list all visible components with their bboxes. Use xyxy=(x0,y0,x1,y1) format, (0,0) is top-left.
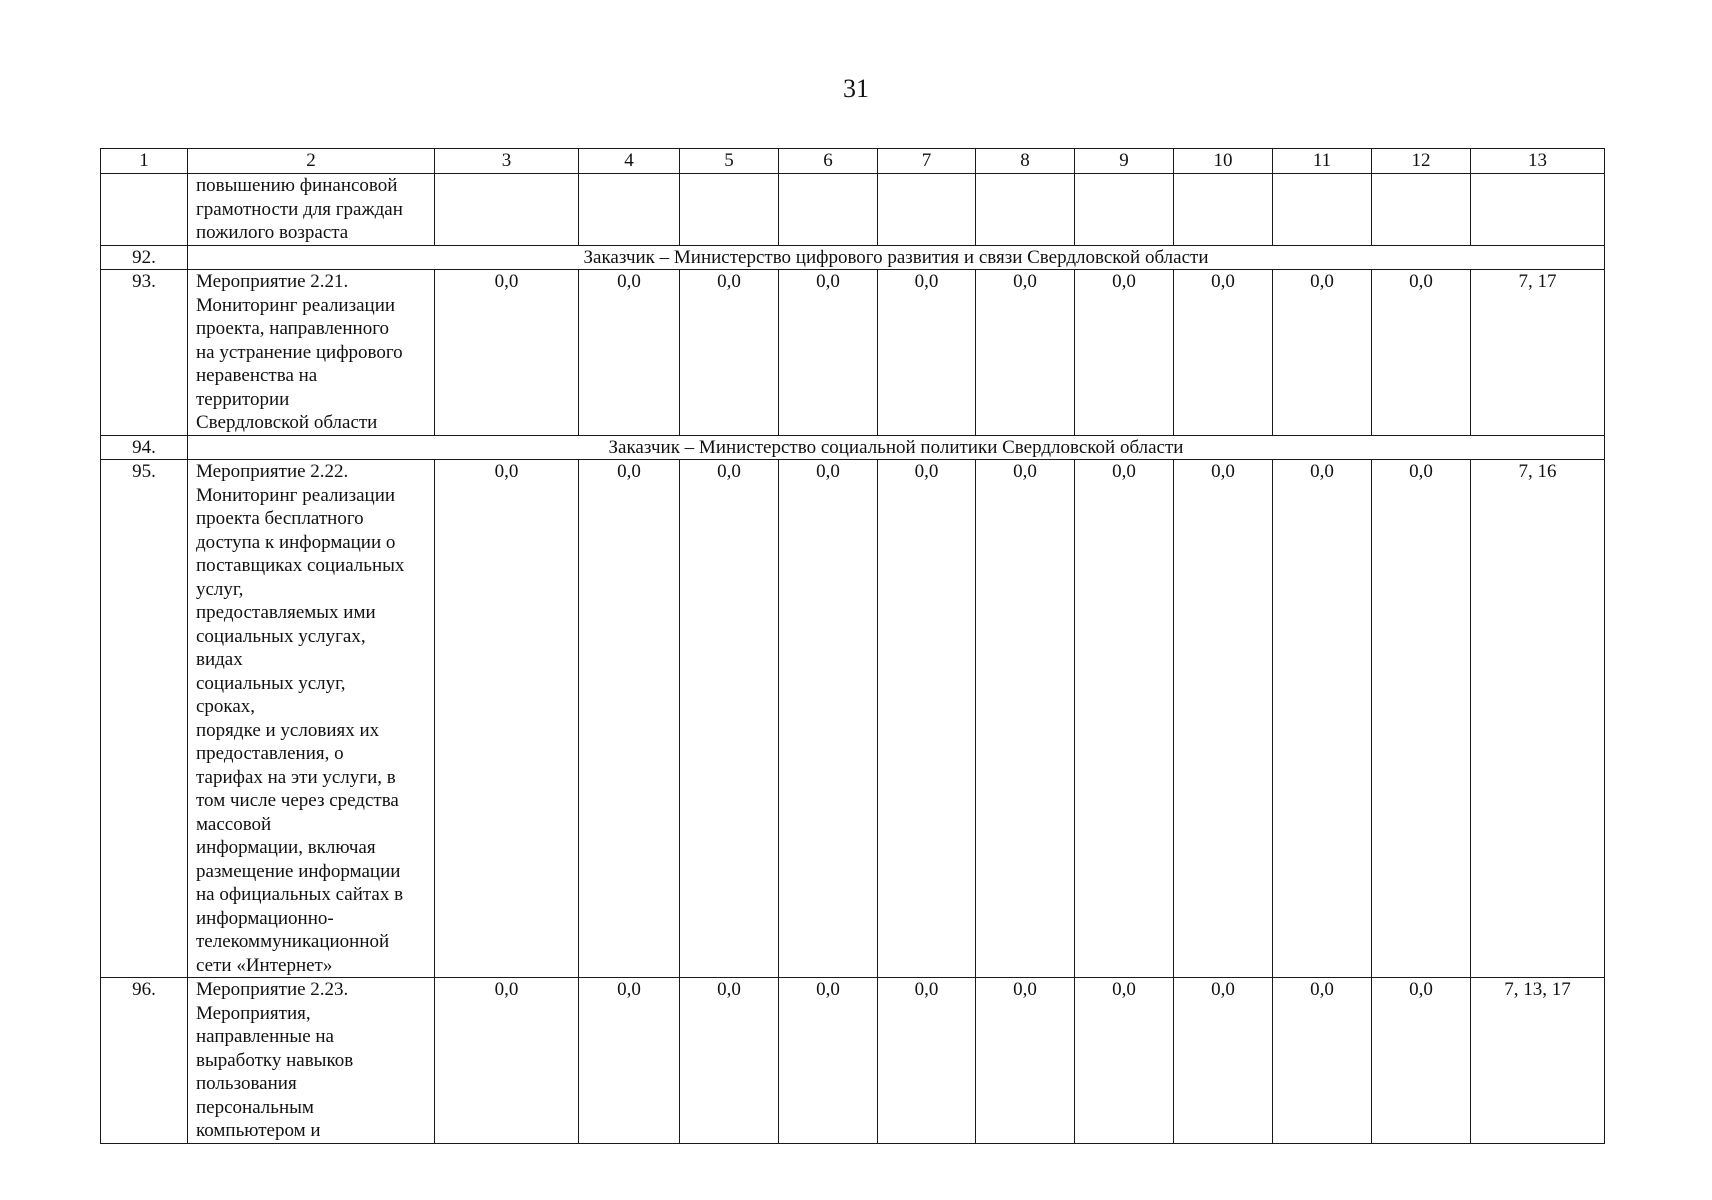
description-line: компьютером и xyxy=(196,1120,321,1141)
value-cell xyxy=(1075,174,1174,246)
description-line: социальных услугах, xyxy=(196,625,366,647)
description-line: Мероприятие 2.22. xyxy=(196,461,349,482)
column-header: 2 xyxy=(188,149,435,174)
description-line: на устранение цифрового xyxy=(196,341,403,363)
table-row-94 xyxy=(101,435,1605,460)
value-cell: 0,0 xyxy=(1075,460,1174,978)
description-line: размещение информации xyxy=(196,860,401,882)
value-cell: 0,0 xyxy=(1075,978,1174,1144)
table-row-93 xyxy=(101,270,1605,436)
value-cell: 0,0 xyxy=(680,460,779,978)
column-header: 4 xyxy=(579,149,680,174)
table-row-96 xyxy=(101,978,1605,1144)
value-cell: 0,0 xyxy=(1273,460,1372,978)
column-header: 5 xyxy=(680,149,779,174)
value-cell: 0,0 xyxy=(579,460,680,978)
description-line: видах xyxy=(196,649,243,670)
value-cell: 0,0 xyxy=(579,978,680,1144)
column-header: 13 xyxy=(1471,149,1605,174)
description-line: Мониторинг реализации xyxy=(196,484,396,506)
value-cell xyxy=(579,174,680,246)
column-header: 1 xyxy=(101,149,188,174)
value-cell xyxy=(680,174,779,246)
row-number: 96. xyxy=(101,978,188,1144)
table-header-row xyxy=(101,149,1605,174)
value-cell: 0,0 xyxy=(779,978,878,1144)
value-cell: 0,0 xyxy=(976,270,1075,436)
value-cell: 0,0 xyxy=(680,270,779,436)
target-cell: 7, 13, 17 xyxy=(1471,978,1605,1144)
description-line: телекоммуникационной xyxy=(196,931,390,952)
value-cell: 0,0 xyxy=(1372,460,1471,978)
value-cell: 0,0 xyxy=(976,978,1075,1144)
column-header: 11 xyxy=(1273,149,1372,174)
row-description xyxy=(188,270,435,436)
customer-heading: Заказчик – Министерство социальной политики Свердловской области xyxy=(188,435,1605,460)
description-line: доступа к информации о xyxy=(196,531,396,553)
value-cell: 0,0 xyxy=(1075,270,1174,436)
description-line: пожилого возраста xyxy=(196,222,349,243)
description-line: на официальных сайтах в xyxy=(196,884,404,905)
description-line: направленные на xyxy=(196,1026,334,1047)
description-line: проекта бесплатного xyxy=(196,508,364,529)
value-cell: 0,0 xyxy=(878,460,976,978)
description-line: предоставления, о xyxy=(196,743,344,764)
value-cell xyxy=(878,174,976,246)
description-line: массовой xyxy=(196,813,272,835)
description-line: персональным xyxy=(196,1096,314,1118)
column-header: 9 xyxy=(1075,149,1174,174)
target-cell: 7, 16 xyxy=(1471,460,1605,978)
description-line: Свердловской области xyxy=(196,412,378,433)
value-cell xyxy=(1273,174,1372,246)
column-header: 8 xyxy=(976,149,1075,174)
value-cell: 0,0 xyxy=(1174,270,1273,436)
customer-heading: Заказчик – Министерство цифрового развития и связи Свердловской области xyxy=(188,245,1605,270)
description-line: неравенства на xyxy=(196,365,318,386)
row-description xyxy=(188,174,435,246)
program-table xyxy=(100,148,1605,1144)
description-line: Мониторинг реализации xyxy=(196,294,396,316)
description-line: услуг, xyxy=(196,578,244,600)
row-number-cell xyxy=(101,174,188,246)
value-cell: 0,0 xyxy=(878,978,976,1144)
description-line: тарифах на эти услуги, в xyxy=(196,766,396,788)
value-cell xyxy=(435,174,579,246)
value-cell: 0,0 xyxy=(976,460,1075,978)
value-cell xyxy=(976,174,1075,246)
description-line: поставщиках социальных xyxy=(196,555,405,576)
value-cell: 0,0 xyxy=(878,270,976,436)
value-cell: 0,0 xyxy=(1174,978,1273,1144)
row-number: 95. xyxy=(101,460,188,978)
value-cell xyxy=(779,174,878,246)
column-header: 7 xyxy=(878,149,976,174)
description-line: информации, включая xyxy=(196,837,376,858)
description-line: Мероприятие 2.23. xyxy=(196,979,349,1000)
description-line: сети «Интернет» xyxy=(196,954,333,976)
row-description xyxy=(188,460,435,978)
value-cell xyxy=(1372,174,1471,246)
page-number: 31 xyxy=(843,74,869,103)
description-line: выработку навыков xyxy=(196,1049,354,1071)
value-cell: 0,0 xyxy=(779,270,878,436)
target-cell: 7, 17 xyxy=(1471,270,1605,436)
description-line: социальных услуг, xyxy=(196,672,346,694)
value-cell: 0,0 xyxy=(680,978,779,1144)
description-line: Мероприятия, xyxy=(196,1002,311,1024)
value-cell xyxy=(1174,174,1273,246)
value-cell: 0,0 xyxy=(1273,270,1372,436)
value-cell: 0,0 xyxy=(1372,270,1471,436)
description-line: пользования xyxy=(196,1073,297,1094)
value-cell: 0,0 xyxy=(1174,460,1273,978)
column-header: 12 xyxy=(1372,149,1471,174)
description-line: грамотности для граждан xyxy=(196,198,403,220)
description-line: сроках, xyxy=(196,696,256,717)
row-number: 94. xyxy=(101,435,188,460)
table-row-continuation xyxy=(101,174,1605,246)
value-cell: 0,0 xyxy=(435,460,579,978)
description-line: Мероприятие 2.21. xyxy=(196,271,349,292)
target-cell xyxy=(1471,174,1605,246)
description-line: предоставляемых ими xyxy=(196,602,376,623)
description-line: территории xyxy=(196,388,290,410)
description-line: проекта, направленного xyxy=(196,318,390,339)
description-line: порядке и условиях их xyxy=(196,719,380,741)
value-cell: 0,0 xyxy=(579,270,680,436)
value-cell: 0,0 xyxy=(1372,978,1471,1144)
column-header: 6 xyxy=(779,149,878,174)
column-header: 3 xyxy=(435,149,579,174)
table-row-95 xyxy=(101,460,1605,978)
description-line: том числе через средства xyxy=(196,790,399,811)
description-line: информационно- xyxy=(196,907,334,929)
description-line: повышению финансовой xyxy=(196,175,398,196)
value-cell: 0,0 xyxy=(1273,978,1372,1144)
row-number: 93. xyxy=(101,270,188,436)
row-number: 92. xyxy=(101,245,188,270)
table-row-92 xyxy=(101,245,1605,270)
value-cell: 0,0 xyxy=(779,460,878,978)
value-cell: 0,0 xyxy=(435,978,579,1144)
column-header: 10 xyxy=(1174,149,1273,174)
row-description xyxy=(188,978,435,1144)
value-cell: 0,0 xyxy=(435,270,579,436)
